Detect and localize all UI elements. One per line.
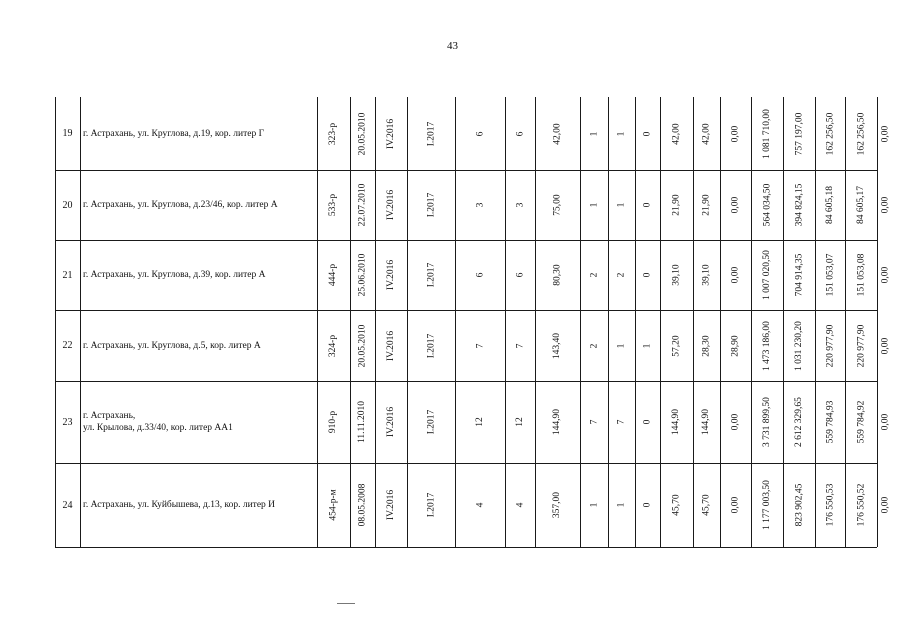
row-number: 22 <box>62 340 73 351</box>
cell-value: 1 <box>616 202 627 208</box>
cell-value: 21,90 <box>671 194 682 216</box>
cell-value: 176 550,52 <box>856 483 866 527</box>
table-cell <box>407 170 455 240</box>
table-cell <box>375 170 407 240</box>
table-cell <box>350 310 375 381</box>
cell-value: 75,00 <box>552 194 563 216</box>
table-cell <box>580 240 608 310</box>
cell-value: 28,30 <box>701 334 712 357</box>
cell-value: 144,90 <box>701 408 712 436</box>
cell-value: 84 605,18 <box>825 186 835 224</box>
cell-value: I.2017 <box>425 121 436 146</box>
table-cell <box>845 310 877 381</box>
cell-value: 151 053,08 <box>856 253 866 297</box>
cell-value: 7 <box>475 343 485 348</box>
table-cell <box>751 463 783 547</box>
cell-value: IV.2016 <box>386 189 396 221</box>
table-cell <box>375 240 407 310</box>
cell-value: 21,90 <box>701 194 712 216</box>
table-cell <box>693 170 720 240</box>
cell-value: 559 784,92 <box>856 400 866 444</box>
cell-value: 0 <box>642 131 653 136</box>
address-cell <box>83 170 315 240</box>
cell-value: 559 784,93 <box>825 400 835 444</box>
table-cell <box>845 240 877 310</box>
cell-value: 564 034,50 <box>762 183 772 227</box>
table-cell <box>720 463 751 547</box>
cell-value: 2 <box>616 272 627 278</box>
table-cell <box>877 381 894 463</box>
cell-value: 08.05.2008 <box>357 483 368 527</box>
cell-value: 7 <box>589 419 599 425</box>
cell-value: 0,00 <box>880 125 891 142</box>
cell-value: 394 824,15 <box>794 183 804 227</box>
cell-value: 0,00 <box>880 337 891 354</box>
table-cell <box>660 463 693 547</box>
cell-value: 45,70 <box>671 494 682 516</box>
address-line: ул. Крылова, д.33/40, кор. литер АА1 <box>83 423 233 433</box>
table-cell <box>635 381 660 463</box>
address-line: г. Астрахань, ул. Куйбышева, д.13, кор. литер И <box>83 500 276 510</box>
cell-value: 28,90 <box>730 334 741 357</box>
cell-value: 20.05.2010 <box>357 112 368 155</box>
cell-value: 42,00 <box>671 122 682 145</box>
table-cell <box>815 97 845 170</box>
table-cell <box>580 97 608 170</box>
table-cell <box>845 97 877 170</box>
table-cell <box>815 310 845 381</box>
cell-value: 324-р <box>328 334 339 357</box>
address-cell <box>83 381 315 463</box>
cell-value: 0,00 <box>880 196 891 214</box>
table-cell <box>350 381 375 463</box>
table-cell <box>535 463 580 547</box>
cell-value: 22.07.2010 <box>357 183 368 227</box>
address-line: г. Астрахань, ул. Круглова, д.23/46, кор. литер А <box>83 200 278 210</box>
cell-value: 1 473 186,00 <box>762 320 772 371</box>
cell-value: 0,00 <box>880 266 891 284</box>
cell-value: 533-р <box>328 193 339 217</box>
cell-value: 3 <box>475 202 485 208</box>
cell-value: 1 <box>589 502 599 508</box>
table-cell <box>815 170 845 240</box>
table-cell <box>407 97 455 170</box>
table-cell <box>535 310 580 381</box>
table-cell <box>350 240 375 310</box>
cell-value: 144,90 <box>552 408 563 436</box>
table-cell <box>845 381 877 463</box>
table-cell <box>693 463 720 547</box>
table-cell <box>635 170 660 240</box>
cell-value: I.2017 <box>425 192 436 218</box>
table-cell <box>455 310 505 381</box>
table-cell <box>751 310 783 381</box>
cell-value: 0 <box>642 272 653 278</box>
table-row <box>55 310 891 381</box>
cell-value: 3 <box>515 202 525 208</box>
cell-value: 45,70 <box>701 494 712 516</box>
stray-mark <box>337 603 355 604</box>
table-cell <box>693 381 720 463</box>
table-cell <box>751 240 783 310</box>
cell-value: 3 731 899,50 <box>762 397 772 447</box>
cell-value: 39,10 <box>701 264 712 286</box>
row-number: 19 <box>62 128 73 139</box>
cell-value: I.2017 <box>425 409 436 435</box>
table-row <box>55 97 891 170</box>
cell-value: IV.2016 <box>386 489 396 521</box>
table-cell <box>535 381 580 463</box>
row-number: 21 <box>62 269 73 281</box>
table-cell <box>635 310 660 381</box>
cell-value: 2 <box>589 343 599 348</box>
table-cell <box>455 97 505 170</box>
table-cell <box>693 97 720 170</box>
table-cell <box>455 240 505 310</box>
cell-value: 444-р <box>328 263 339 287</box>
table-cell <box>635 240 660 310</box>
cell-value: 1 007 020,50 <box>762 250 772 300</box>
table-cell <box>608 310 635 381</box>
table-cell <box>407 381 455 463</box>
cell-value: 6 <box>515 272 525 278</box>
table-bottom-border <box>55 547 877 548</box>
cell-value: 0 <box>642 502 653 508</box>
address-line: г. Астрахань, ул. Круглова, д.19, кор. литер Г <box>83 128 265 139</box>
table-cell <box>317 97 350 170</box>
table-cell <box>375 381 407 463</box>
table-cell <box>505 97 535 170</box>
cell-value: 1 <box>616 343 627 348</box>
table-cell <box>317 240 350 310</box>
cell-value: 0,00 <box>880 413 891 431</box>
table-cell <box>720 310 751 381</box>
table-cell <box>608 97 635 170</box>
cell-value: 1 <box>589 202 599 208</box>
address-cell <box>83 310 315 381</box>
table-row <box>55 463 891 547</box>
cell-value: 2 <box>589 272 599 278</box>
table-cell <box>693 240 720 310</box>
data-table <box>55 97 891 547</box>
cell-value: 757 197,00 <box>794 112 804 155</box>
table-cell <box>407 310 455 381</box>
table-cell <box>845 170 877 240</box>
table-cell <box>317 381 350 463</box>
cell-value: 4 <box>475 502 485 508</box>
table-cell <box>815 463 845 547</box>
table-cell <box>375 463 407 547</box>
table-cell <box>877 463 894 547</box>
table-cell <box>660 381 693 463</box>
cell-value: I.2017 <box>425 492 436 518</box>
table-cell <box>877 240 894 310</box>
table-cell <box>407 463 455 547</box>
cell-value: 162 256,50 <box>856 112 866 155</box>
table-cell <box>407 240 455 310</box>
address-line: г. Астрахань, <box>83 411 136 421</box>
cell-value: 11.11.2010 <box>357 400 368 444</box>
row-number: 20 <box>62 199 73 211</box>
cell-value: 0,00 <box>730 125 741 142</box>
cell-value: I.2017 <box>425 262 436 288</box>
cell-value: 1 081 710,00 <box>762 108 772 159</box>
table-cell <box>535 97 580 170</box>
table-row <box>55 170 891 240</box>
cell-value: 7 <box>616 419 627 425</box>
cell-value: 1 <box>616 131 627 136</box>
table-cell <box>505 310 535 381</box>
cell-value: 220 977,90 <box>856 324 866 367</box>
table-row <box>55 240 891 310</box>
cell-value: 454-р-м <box>328 489 339 521</box>
cell-value: 42,00 <box>701 122 712 145</box>
table-cell <box>505 381 535 463</box>
table-cell <box>375 310 407 381</box>
cell-value: 1 <box>589 131 599 136</box>
table-cell <box>635 463 660 547</box>
cell-value: 0,00 <box>730 266 741 284</box>
table-cell <box>635 97 660 170</box>
table-cell <box>877 170 894 240</box>
cell-value: 57,20 <box>671 334 682 357</box>
cell-value: 2 612 329,65 <box>794 397 804 447</box>
table-cell <box>580 463 608 547</box>
table-cell <box>455 381 505 463</box>
table-cell <box>350 463 375 547</box>
cell-value: IV.2016 <box>386 118 396 149</box>
cell-value: 6 <box>475 131 485 136</box>
row-number: 23 <box>62 416 73 428</box>
table-cell <box>877 310 894 381</box>
cell-value: I.2017 <box>425 333 436 358</box>
table-cell <box>720 97 751 170</box>
table-cell <box>317 463 350 547</box>
cell-value: 220 977,90 <box>825 324 835 367</box>
cell-value: 39,10 <box>671 264 682 286</box>
cell-value: 0 <box>642 202 653 208</box>
cell-value: 144,90 <box>671 408 682 436</box>
cell-value: IV.2016 <box>386 406 396 438</box>
table-cell <box>505 170 535 240</box>
cell-value: 0,00 <box>730 413 741 431</box>
table-cell <box>535 240 580 310</box>
cell-value: 6 <box>515 131 525 136</box>
cell-value: 0,00 <box>730 496 741 514</box>
address-line: г. Астрахань, ул. Круглова, д.5, кор. литер А <box>83 340 261 351</box>
cell-value: 12 <box>475 417 485 427</box>
cell-value: 1 <box>616 502 627 508</box>
cell-value: 1 031 230,20 <box>794 320 804 371</box>
cell-value: 0 <box>642 419 653 425</box>
cell-value: 4 <box>515 502 525 508</box>
address-line: г. Астрахань, ул. Круглова, д.39, кор. литер А <box>83 270 266 280</box>
cell-value: 823 902,45 <box>794 483 804 527</box>
cell-value: 910-р <box>328 410 339 434</box>
table-cell <box>535 170 580 240</box>
cell-value: 84 605,17 <box>856 186 866 224</box>
table-cell <box>660 240 693 310</box>
address-cell <box>83 240 315 310</box>
table-cell <box>660 310 693 381</box>
cell-value: 20.05.2010 <box>357 324 368 367</box>
table-cell <box>580 310 608 381</box>
table-cell <box>815 381 845 463</box>
address-cell <box>83 463 315 547</box>
table-cell <box>580 381 608 463</box>
cell-value: 704 914,35 <box>794 253 804 297</box>
cell-value: 162 256,50 <box>825 112 835 155</box>
cell-value: 7 <box>515 343 525 348</box>
table-cell <box>455 463 505 547</box>
cell-value: 323-р <box>328 122 339 145</box>
table-cell <box>783 310 815 381</box>
cell-value: 0,00 <box>730 196 741 214</box>
table-cell <box>783 463 815 547</box>
table-cell <box>608 463 635 547</box>
table-cell <box>608 170 635 240</box>
row-number: 24 <box>62 499 73 511</box>
cell-value: 151 053,07 <box>825 253 835 297</box>
table-cell <box>783 240 815 310</box>
cell-value: 143,40 <box>552 332 563 359</box>
cell-value: 6 <box>475 272 485 278</box>
table-cell <box>350 170 375 240</box>
table-cell <box>350 97 375 170</box>
table-cell <box>783 170 815 240</box>
table-cell <box>751 97 783 170</box>
table-cell <box>720 240 751 310</box>
table-cell <box>693 310 720 381</box>
page-number: 43 <box>447 40 458 52</box>
table-cell <box>877 97 894 170</box>
cell-value: 12 <box>515 417 525 427</box>
cell-value: 0,00 <box>880 496 891 514</box>
table-cell <box>660 97 693 170</box>
table-cell <box>375 97 407 170</box>
table-cell <box>505 463 535 547</box>
table-cell <box>783 381 815 463</box>
cell-value: IV.2016 <box>386 259 396 291</box>
table-cell <box>660 170 693 240</box>
cell-value: 1 <box>642 343 653 348</box>
table-cell <box>505 240 535 310</box>
cell-value: 176 550,53 <box>825 483 835 527</box>
table-cell <box>845 463 877 547</box>
table-cell <box>608 240 635 310</box>
address-cell <box>83 97 315 170</box>
cell-value: IV.2016 <box>386 330 396 361</box>
table-cell <box>608 381 635 463</box>
table-cell <box>783 97 815 170</box>
cell-value: 357,00 <box>552 491 563 519</box>
table-cell <box>580 170 608 240</box>
cell-value: 80,30 <box>552 264 563 286</box>
table-cell <box>317 170 350 240</box>
table-cell <box>751 170 783 240</box>
cell-value: 42,00 <box>552 122 563 145</box>
table-cell <box>317 310 350 381</box>
table-cell <box>720 170 751 240</box>
table-row <box>55 381 891 463</box>
table-cell <box>751 381 783 463</box>
cell-value: 1 177 003,50 <box>762 480 772 530</box>
cell-value: 25.06.2010 <box>357 253 368 297</box>
table-cell <box>455 170 505 240</box>
table-cell <box>720 381 751 463</box>
table-cell <box>815 240 845 310</box>
